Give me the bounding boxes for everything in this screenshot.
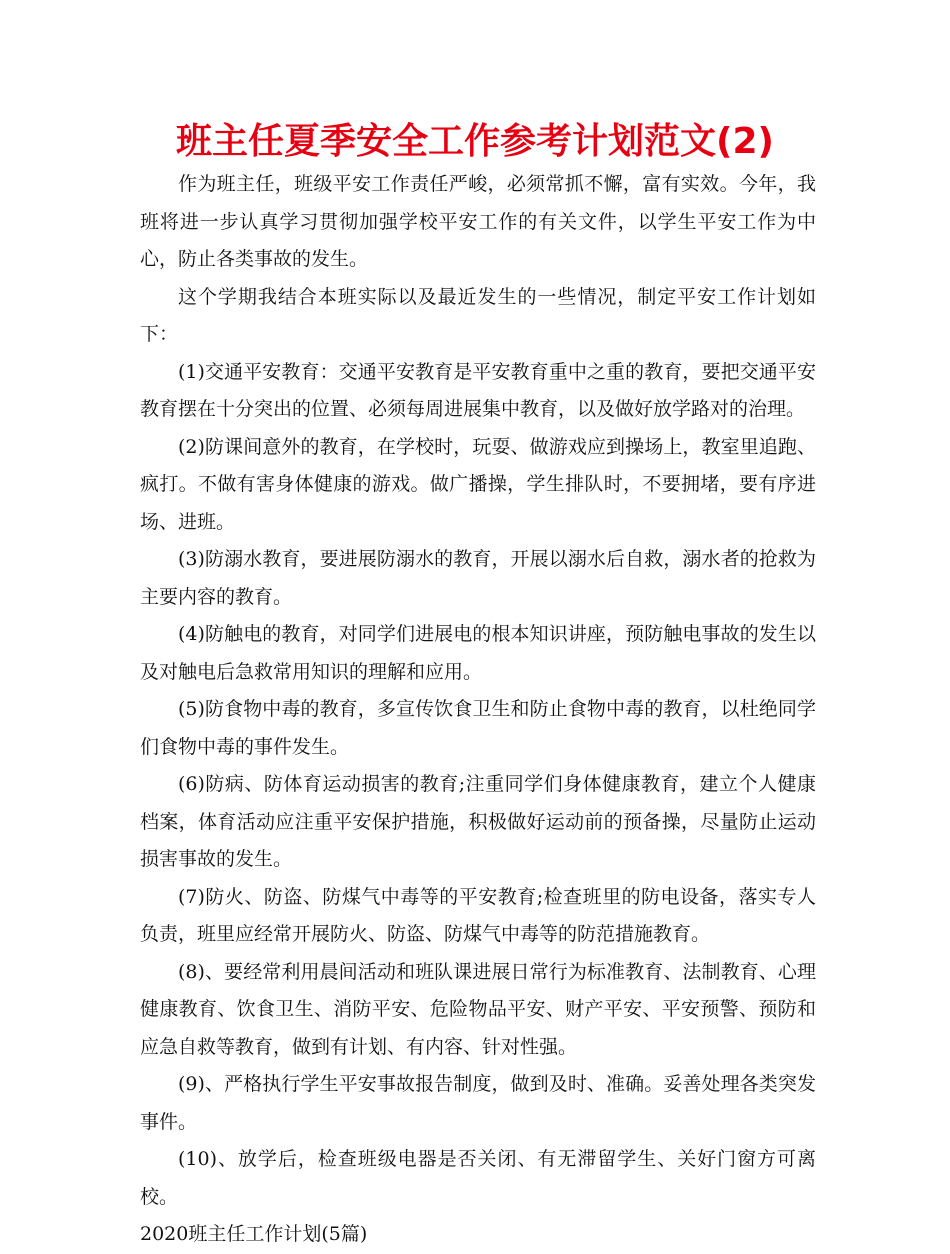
paragraph-item-3: (3)防溺水教育，要进展防溺水的教育，开展以溺水后自救，溺水者的抢救为主要内容的教育。 (140, 548, 816, 608)
paragraph-item-2: (2)防课间意外的教育，在学校时，玩耍、做游戏应到操场上，教室里追跑、疯打。不做有害身体健康的游戏。做广播操，学生排队时，不要拥堵，要有序进场、进班。 (140, 435, 816, 533)
document-body (140, 166, 816, 1254)
paragraph-plan-lead: 这个学期我结合本班实际以及最近发生的一些情况，制定平安工作计划如下： (140, 285, 816, 345)
paragraph-item-5: (5)防食物中毒的教育，多宣传饮食卫生和防止食物中毒的教育，以杜绝同学们食物中毒的事件发生。 (140, 698, 816, 758)
paragraph-intro: 作为班主任，班级平安工作责任严峻，必须常抓不懈，富有实效。今年，我班将进一步认真学习贯彻加强学校平安工作的有关文件，以学生平安工作为中心，防止各类事故的发生。 (140, 173, 816, 270)
paragraph-item-4: (4)防触电的教育，对同学们进展电的根本知识讲座，预防触电事故的发生以及对触电后急救常用知识的理解和应用。 (140, 623, 816, 683)
paragraph-item-8: (8)、要经常利用晨间活动和班队课进展日常行为标准教育、法制教育、心理健康教育、饮食卫生、消防平安、危险物品平安、财产平安、平安预警、预防和应急自救等教育，做到有计划、有内容、针对性强。 (140, 960, 816, 1058)
document-title: 班主任夏季安全工作参考计划范文(2) (176, 121, 774, 162)
paragraph-item-7: (7)防火、防盗、防煤气中毒等的平安教育;检查班里的防电设备，落实专人负责，班里应经常开展防火、防盗、防煤气中毒等的防范措施教育。 (140, 885, 816, 945)
paragraph-item-10: (10)、放学后，检查班级电器是否关闭、有无滞留学生、关好门窗方可离校。 (140, 1148, 816, 1208)
paragraph-item-1: (1)交通平安教育：交通平安教育是平安教育重中之重的教育，要把交通平安教育摆在十分突出的位置、必须每周进展集中教育，以及做好放学路对的治理。 (140, 360, 816, 420)
paragraph-item-9: (9)、严格执行学生平安事故报告制度，做到及时、准确。妥善处理各类突发事件。 (140, 1073, 816, 1133)
footer-line: 2020班主任工作计划(5篇) (140, 1223, 368, 1245)
paragraph-item-6: (6)防病、防体育运动损害的教育;注重同学们身体健康教育，建立个人健康档案，体育活动应注重平安保护措施，积极做好运动前的预备操，尽量防止运动损害事故的发生。 (140, 773, 816, 870)
